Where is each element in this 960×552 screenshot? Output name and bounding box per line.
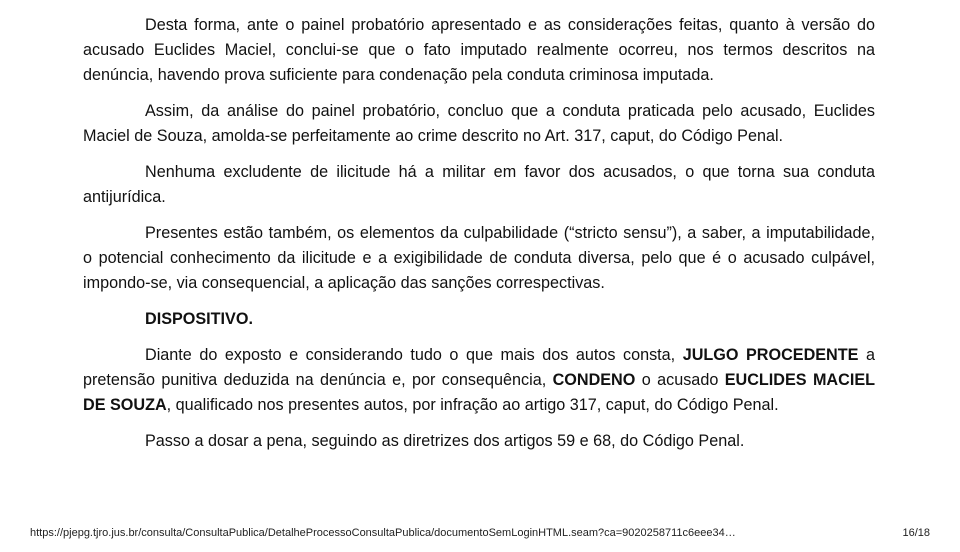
paragraph-culpabilidade: Presentes estão também, os elementos da culpabilidade (“stricto sensu”), a saber, a imputabilidade, o potencial conhecimento da ilicitude e a exigibilidade de conduta diversa, pelo que é o acusado culpável, impondo-se, via consequencial, a aplicação das sanções correspectivas. [83, 224, 875, 292]
document-body [83, 13, 875, 465]
paragraph-dosimetria: Passo a dosar a pena, seguindo as diretrizes dos artigos 59 e 68, do Código Penal. [145, 432, 745, 450]
dispositivo-text-a: Diante do exposto e considerando tudo o que mais dos autos consta, [145, 346, 683, 364]
dispositivo-text-c: a pretensão punitiva deduzida na denúncia e, por consequência, [83, 346, 875, 389]
dispositivo-text-e: o acusado [635, 371, 725, 389]
dispositivo-julgo-procedente: JULGO PROCEDENTE [682, 346, 859, 364]
footer-page-number: 16/18 [902, 527, 930, 539]
paragraph-versao-acusado: Desta forma, ante o painel probatório apresentado e as considerações feitas, quanto à versão do acusado Euclides Maciel, conclui-se que o fato imputado realmente ocorreu, nos termos descritos na denúncia, havendo prova suficiente para condenação pela conduta criminosa imputada. [83, 16, 875, 84]
paragraph-dispositivo [83, 343, 875, 418]
section-heading-dispositivo: DISPOSITIVO. [145, 310, 253, 328]
paragraph-ilicitude: Nenhuma excludente de ilicitude há a militar em favor dos acusados, o que torna sua conduta antijurídica. [83, 163, 875, 206]
print-footer [30, 526, 930, 540]
dispositivo-condeno: CONDENO [552, 371, 636, 389]
dispositivo-text-g: , qualificado nos presentes autos, por infração ao artigo 317, caput, do Código Penal. [166, 396, 779, 414]
footer-url: https://pjepg.tjro.jus.br/consulta/ConsultaPublica/DetalheProcessoConsultaPublica/documentoSemLoginHTML.seam?ca=9020258711c6eee34… [30, 527, 736, 539]
dispositivo-defendant-name: EUCLIDES MACIEL DE SOUZA [83, 371, 875, 414]
paragraph-painel-probatorio: Assim, da análise do painel probatório, concluo que a conduta praticada pelo acusado, Euclides Maciel de Souza, amolda-se perfeitamente ao crime descrito no Art. 317, caput, do Código Penal. [83, 102, 875, 145]
